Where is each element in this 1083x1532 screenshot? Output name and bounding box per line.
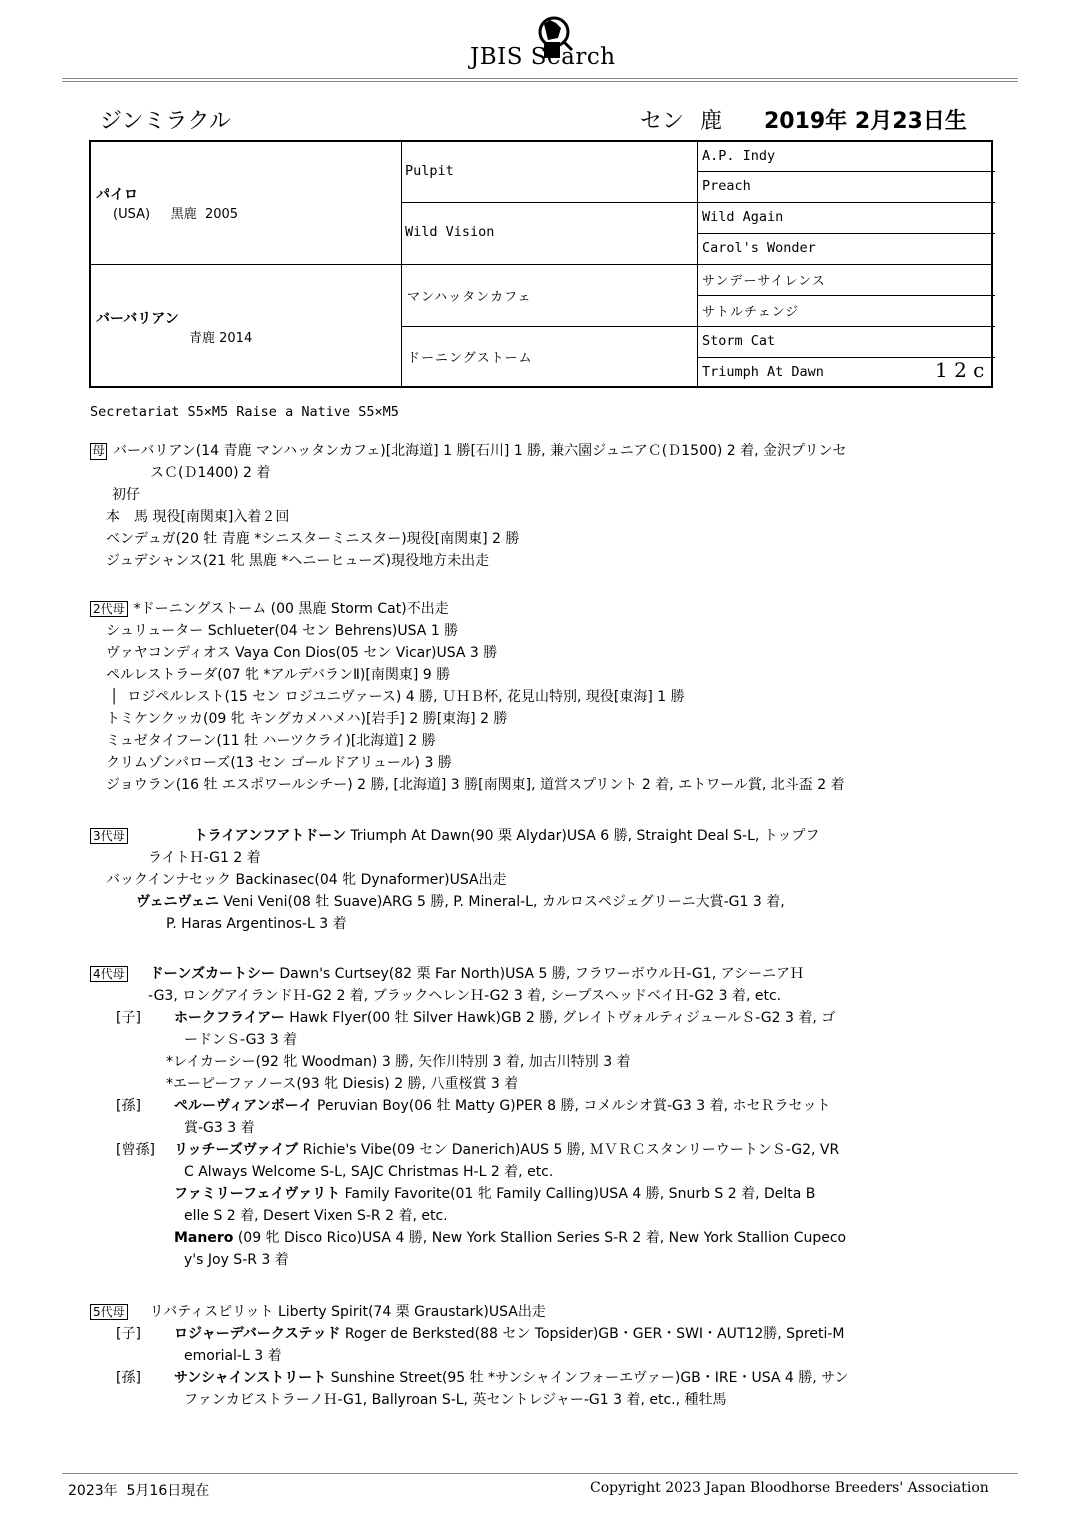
gen4-line-2: -G3, ロングアイランドＨ-G2 2 着, ブラックヘレンＨ-G2 3 着, シープスヘッドベイＨ-G2 3 着, etc. <box>148 988 782 1004</box>
gen2-line-1: *ドーニングストーム (00 黒鹿 Storm Cat)不出走 <box>133 601 449 617</box>
gen3-7[interactable]: Storm Cat <box>702 333 776 349</box>
sire-detail: (USA) 黒鹿 2005 <box>113 207 239 222</box>
gen5-section <box>90 1301 848 1411</box>
gen3-line-5: P. Haras Argentinos-L 3 着 <box>166 916 347 932</box>
logo-text: JBIS Search <box>470 44 616 70</box>
gen4-child-name[interactable]: ホークフライアー <box>174 1010 285 1026</box>
gen5-line-2: Roger de Berksted(88 セン Topsider)GB・GER・SWI・AUT12勝, Spreti-M <box>340 1326 845 1342</box>
dam-line-1: バーバリアン(14 青鹿 マンハッタンカフェ)[北海道] 1 勝[石川] 1 勝, 兼六園ジュニアＣ(Ｄ1500) 2 着, 金沢プリンセ <box>113 443 847 459</box>
gen4-line-9: Richie's Vibe(09 セン Danerich)AUS 5 勝, ＭＶＲＣスタンリーウートンＳ-G2, VR <box>298 1142 840 1158</box>
gen5-line-3: emorial-L 3 着 <box>184 1348 282 1364</box>
sire-name[interactable]: パイロ <box>96 187 138 203</box>
gen4-line-3: Hawk Flyer(00 牡 Silver Hawk)GB 2 勝, グレイトヴォルティジュールＳ-G2 3 着, ゴ <box>284 1010 836 1026</box>
gen4-line-14: y's Joy S-R 3 着 <box>184 1252 289 1268</box>
gen3-8[interactable]: Triumph At Dawn <box>702 364 824 380</box>
dam-line-5: ベンデュガ(20 牡 青鹿 *シニスターミニスター)現役[南関東] 2 勝 <box>106 531 520 547</box>
gen3-1[interactable]: A.P. Indy <box>702 148 776 164</box>
dam-section <box>90 440 847 572</box>
gen5-line-1: リバティスピリット Liberty Spirit(74 栗 Graustark)USA出走 <box>149 1304 546 1320</box>
horse-name: ジンミラクル <box>100 109 231 134</box>
dam-line-4: 本 馬 現役[南関東]入着２回 <box>106 509 290 525</box>
gen4-section <box>90 963 846 1271</box>
gen4-line-4: ードンＳ-G3 3 着 <box>184 1032 298 1048</box>
gen4-line-11: Family Favorite(01 牝 Family Calling)USA 4 勝, Snurb S 2 着, Delta B <box>340 1186 816 1202</box>
gen2-line-4: ペルレストラーダ(07 牝 *アルデバランⅡ)[南関東] 9 勝 <box>106 667 451 683</box>
gen4-line-10: C Always Welcome S-L, SAJC Christmas H-L 2 着, etc. <box>184 1164 554 1180</box>
gen3-2[interactable]: Preach <box>702 178 751 194</box>
gen3-runner-name[interactable]: ヴェニヴェニ <box>136 894 219 910</box>
gen4-great-name-1[interactable]: リッチーズヴァイブ <box>174 1142 299 1158</box>
gen4-line-6: *エーピーファノース(93 牝 Diesis) 2 勝, 八重桜賞 3 着 <box>166 1076 519 1092</box>
gen2-tag: 2代母 <box>90 601 128 617</box>
dam-name[interactable]: バーバリアン <box>96 311 179 327</box>
gen4-line-5: *レイカーシー(92 牝 Woodman) 3 勝, 矢作川特別 3 着, 加古川特別 3 着 <box>166 1054 631 1070</box>
gen5-line-5: ファンカビストラーノＨ-G1, Ballyroan S-L, 英セントレジャー-G1 3 着, etc., 種牡馬 <box>184 1392 727 1408</box>
gen4-dam-name[interactable]: ドーンズカートシー <box>149 966 275 982</box>
family-number: 1 2 c <box>935 358 985 382</box>
gen4-tag: 4代母 <box>90 966 128 982</box>
gen5-grandchild-tag: [孫] <box>116 1370 141 1386</box>
sire-sire[interactable]: Pulpit <box>405 163 454 179</box>
gen3-5[interactable]: サンデーサイレンス <box>702 274 826 289</box>
dam-line-2: スＣ(Ｄ1400) 2 着 <box>150 465 271 481</box>
gen3-dam-name[interactable]: トライアンフアトドーン <box>193 828 346 844</box>
dam-detail: 青鹿 2014 <box>189 331 253 346</box>
gen4-great-name-2[interactable]: ファミリーフェイヴァリト <box>174 1186 341 1202</box>
gen2-section <box>90 598 845 796</box>
footer-copyright: Copyright 2023 Japan Bloodhorse Breeders' Association <box>590 1480 989 1496</box>
gen3-3[interactable]: Wild Again <box>702 209 784 225</box>
gen4-line-8: 賞-G3 3 着 <box>184 1120 255 1136</box>
gen4-line-1: Dawn's Curtsey(82 栗 Far North)USA 5 勝, フラワーボウルＨ-G1, アシーニアＨ <box>274 966 805 982</box>
gen5-grandchild-name[interactable]: サンシャインストリート <box>174 1370 327 1386</box>
gen3-line-2: ライトＨ-G1 2 着 <box>148 850 261 866</box>
gen2-line-2: シュリューター Schlueter(04 セン Behrens)USA 1 勝 <box>106 623 459 639</box>
gen3-4[interactable]: Carol's Wonder <box>702 240 816 256</box>
gen4-great-name-3[interactable]: Manero <box>174 1230 234 1246</box>
gen3-section <box>90 825 819 935</box>
jbis-logo[interactable] <box>470 14 640 74</box>
gen2-line-6: トミケンクッカ(09 牝 キングカメハメハ)[岩手] 2 勝[東海] 2 勝 <box>106 711 508 727</box>
dam-tag: 母 <box>92 444 106 459</box>
gen5-tag: 5代母 <box>90 1304 128 1320</box>
gen4-child-tag: [子] <box>116 1010 141 1026</box>
gen5-child-name[interactable]: ロジャーデバークステッド <box>174 1326 341 1342</box>
dam-line-3: 初仔 <box>112 487 140 503</box>
gen4-line-7: Peruvian Boy(06 牡 Matty G)PER 8 勝, コメルシオ賞-G3 3 着, ホセＲラセット <box>312 1098 831 1114</box>
footer-date: 2023年 5月16日現在 <box>68 1483 210 1499</box>
horse-birth: 2019年 2月23日生 <box>764 109 967 134</box>
gen2-line-7: ミュゼタイフーン(11 牡 ハーツクライ)[北海道] 2 勝 <box>106 733 436 749</box>
gen4-line-12: elle S 2 着, Desert Vixen S-R 2 着, etc. <box>184 1208 448 1224</box>
gen2-line-5: │ ロジペルレスト(15 セン ロジユニヴァース) 4 勝, ＵＨＢ杯, 花見山特別, 現役[東海] 1 勝 <box>110 689 685 705</box>
sire-dam[interactable]: Wild Vision <box>405 224 495 240</box>
horse-sex: セン <box>640 109 685 134</box>
pedigree-table <box>89 140 993 388</box>
dam-dam[interactable]: ドーニングストーム <box>407 351 533 366</box>
dam-line-6: ジュデシャンス(21 牝 黒鹿 *ヘニーヒューズ)現役地方未出走 <box>106 553 490 569</box>
gen3-line-1: Triumph At Dawn(90 栗 Alydar)USA 6 勝, Straight Deal S-L, トップフ <box>345 828 820 844</box>
gen3-line-3: バックインナセック Backinasec(04 牝 Dynaformer)USA出走 <box>106 872 507 888</box>
gen4-grandchild-tag: [孫] <box>116 1098 141 1114</box>
gen2-line-8: クリムゾンパローズ(13 セン ゴールドアリュール) 3 勝 <box>106 755 452 771</box>
gen2-line-9: ジョウラン(16 牡 エスポワールシチー) 2 勝, [北海道] 3 勝[南関東], 道営スプリント 2 着, エトワール賞, 北斗盃 2 着 <box>106 777 845 793</box>
gen3-line-4: Veni Veni(08 牡 Suave)ARG 5 勝, P. Mineral-L, カルロスペジェグリーニ大賞-G1 3 着, <box>218 894 785 910</box>
dam-sire[interactable]: マンハッタンカフェ <box>407 290 532 305</box>
footer-rule <box>62 1473 1018 1474</box>
inbreeding-line: Secretariat S5×M5 Raise a Native S5×M5 <box>90 404 399 420</box>
gen3-6[interactable]: サトルチェンジ <box>702 305 800 320</box>
horse-color: 鹿 <box>700 109 723 134</box>
gen3-tag: 3代母 <box>90 828 128 844</box>
header-rule-top <box>62 78 1018 79</box>
gen4-line-13: (09 牝 Disco Rico)USA 4 勝, New York Stallion Series S-R 2 着, New York Stallion Cupeco <box>233 1230 847 1246</box>
gen4-great-tag: [曾孫] <box>116 1142 155 1158</box>
gen5-child-tag: [子] <box>116 1326 141 1342</box>
gen4-grandchild-name[interactable]: ペルーヴィアンボーイ <box>174 1098 313 1114</box>
gen2-line-3: ヴァヤコンディオス Vaya Con Dios(05 セン Vicar)USA 3 勝 <box>106 645 498 661</box>
gen5-line-4: Sunshine Street(95 牡 *サンシャインフォーエヴァー)GB・IRE・USA 4 勝, サン <box>326 1370 849 1386</box>
header-rule-bottom <box>62 81 1018 82</box>
